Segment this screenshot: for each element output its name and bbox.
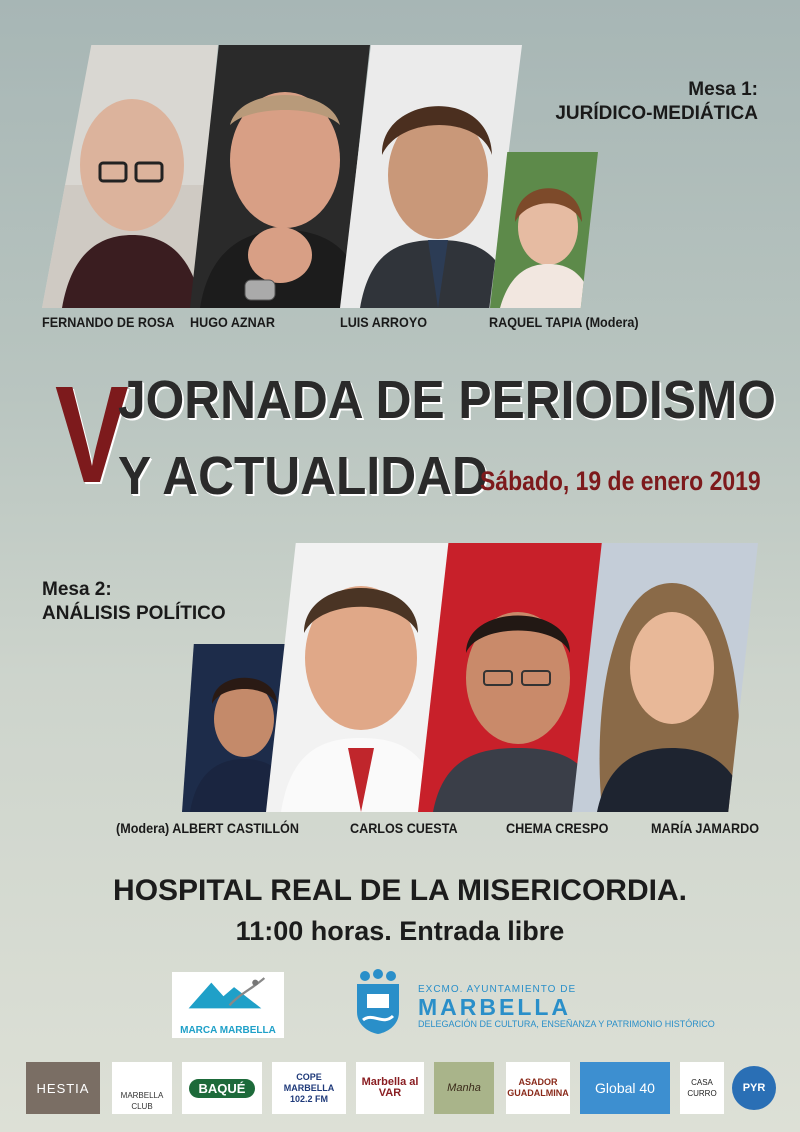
sponsor-marbella-club-logo: [112, 1062, 172, 1114]
mesa1-label: [555, 78, 758, 126]
sponsor-pyr-logo: [732, 1066, 776, 1110]
mountain-icon: [172, 972, 284, 1022]
ayuntamiento-crest-icon: [353, 968, 403, 1034]
ayuntamiento-line2: MARBELLA: [418, 994, 572, 1020]
sponsor-cope-logo: [272, 1062, 346, 1114]
speaker-name: LUIS ARROYO: [340, 314, 428, 330]
venue-place: HOSPITAL REAL DE LA MISERICORDIA.: [113, 874, 687, 907]
photo-fernando-de-rosa: [42, 45, 218, 308]
sponsor-label: Global 40: [595, 1079, 655, 1096]
sponsor-label: ASADOR GUADALMINA: [507, 1077, 569, 1098]
sponsor-label: Manha: [447, 1081, 481, 1094]
sponsor-hestia-logo: [26, 1062, 100, 1114]
event-date: Sábado, 19 de enero 2019: [480, 466, 761, 496]
sponsor-label: PYR: [742, 1081, 766, 1094]
sponsor-label: BAQUÉ: [189, 1079, 256, 1098]
ayuntamiento-line3: DELEGACIÓN DE CULTURA, ENSEÑANZA Y PATRIMONIO HISTÓRICO: [418, 1019, 715, 1029]
sponsor-asador-guadalmina-logo: [506, 1062, 570, 1114]
sponsor-baque-logo: [182, 1062, 262, 1114]
ayuntamiento-line1: EXCMO. AYUNTAMIENTO DE: [418, 984, 577, 995]
speaker-name: FERNANDO DE ROSA: [42, 314, 175, 330]
marca-marbella-text: MARCA MARBELLA: [180, 1025, 276, 1036]
event-title-line1: JORNADA DE PERIODISMO: [118, 370, 776, 430]
sponsor-label: MARBELLA CLUB: [120, 1091, 164, 1111]
venue-time: 11:00 horas. Entrada libre: [235, 916, 565, 946]
sponsor-marbella-al-var-logo: [356, 1062, 424, 1114]
sponsor-casa-curro-logo: [680, 1062, 724, 1114]
speaker-name: CARLOS CUESTA: [350, 820, 458, 836]
sponsor-global40-logo: [580, 1062, 670, 1114]
mesa2-number: Mesa 2:: [42, 579, 112, 600]
sponsor-label: Marbella al VAR: [361, 1076, 419, 1099]
photo-hugo-aznar: [190, 45, 370, 308]
speaker-name: CHEMA CRESPO: [506, 820, 609, 836]
sponsor-label: HESTIA: [36, 1080, 90, 1096]
mesa2-label: [42, 578, 226, 626]
mesa1-topic: JURÍDICO-MEDIÁTICA: [555, 103, 758, 124]
photo-raquel-tapia: [490, 152, 598, 308]
mesa2-topic: ANÁLISIS POLÍTICO: [42, 603, 226, 624]
speaker-name: (Modera) ALBERT CASTILLÓN: [116, 820, 299, 836]
sponsor-label: COPE MARBELLA 102.2 FM: [283, 1071, 335, 1104]
photo-maria-jamardo: [572, 543, 758, 812]
sponsor-manha-logo: [434, 1062, 494, 1114]
speaker-name: MARÍA JAMARDO: [651, 820, 760, 836]
marca-marbella-logo: [172, 972, 284, 1038]
edition-numeral: V: [55, 358, 129, 512]
event-title-line2: Y ACTUALIDAD: [118, 446, 488, 506]
ayuntamiento-text: [418, 984, 715, 1029]
speaker-name: RAQUEL TAPIA (Modera): [489, 314, 639, 330]
mesa1-number: Mesa 1:: [688, 79, 758, 100]
sponsor-label: CASA CURRO: [687, 1078, 717, 1098]
speaker-name: HUGO AZNAR: [190, 314, 275, 330]
